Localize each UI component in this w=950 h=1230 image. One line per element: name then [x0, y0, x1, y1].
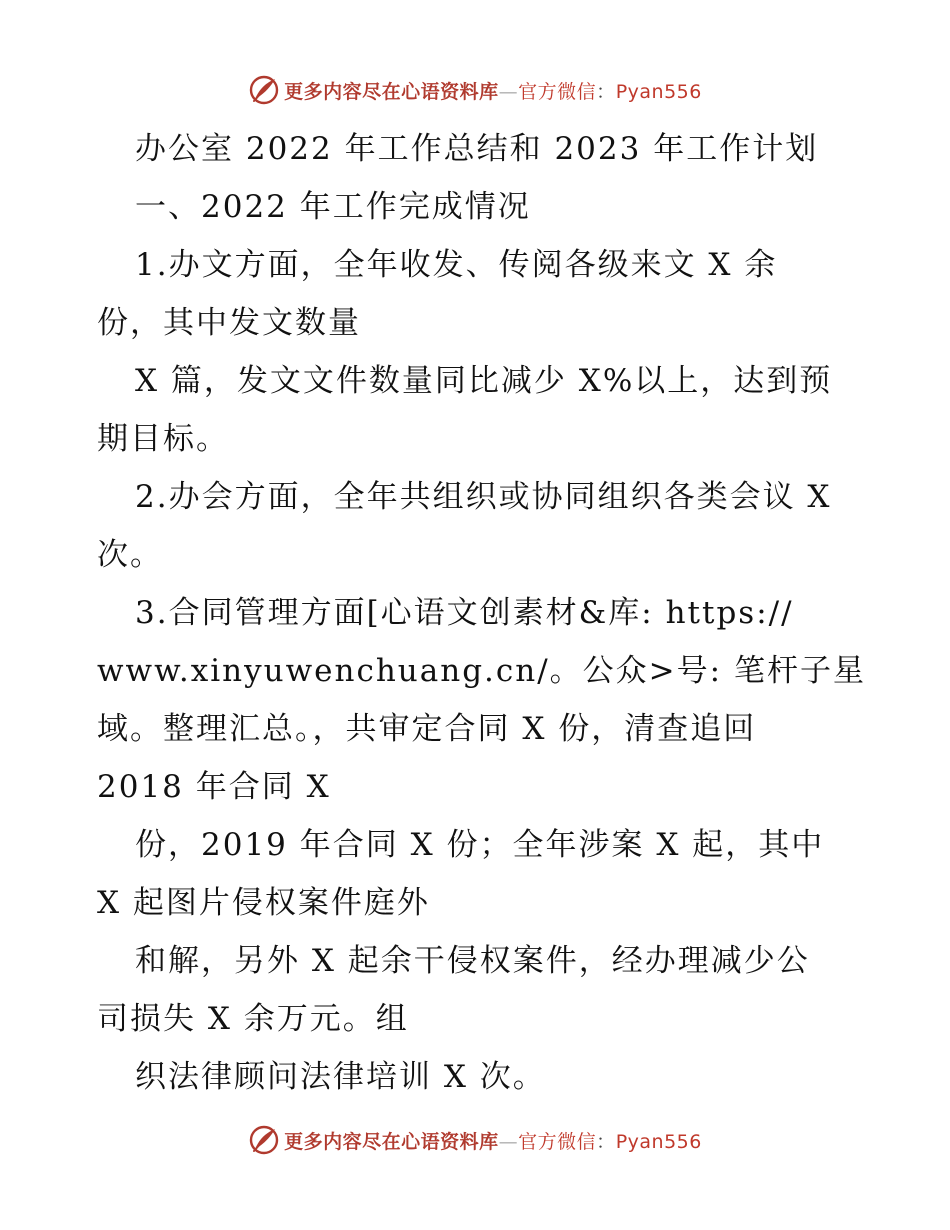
document-title: 办公室 2022 年工作总结和 2023 年工作计划: [135, 131, 819, 167]
paragraph-line: X 篇，发文文件数量同比减少 X%以上，达到预: [135, 363, 833, 399]
banner-dash: —: [498, 1130, 519, 1153]
paragraph-line: 份，其中发文数量: [97, 305, 361, 341]
feather-pen-logo-icon: [248, 1124, 280, 1156]
header-banner: [0, 70, 950, 110]
paragraph-line: 期目标。: [97, 421, 229, 457]
paragraph-line: 1.办文方面，全年收发、传阅各级来文 X 余: [135, 247, 778, 283]
section-heading: 一、2022 年工作完成情况: [135, 189, 531, 225]
paragraph-line: 和解，另外 X 起余干侵权案件，经办理减少公: [135, 943, 810, 979]
banner-colon: ：: [596, 80, 616, 103]
paragraph-line: 次。: [97, 537, 163, 573]
banner-wechat-handle: Pyan556: [615, 80, 702, 103]
banner-colon: ：: [596, 1130, 616, 1153]
paragraph-line: 2.办会方面，全年共组织或协同组织各类会议 X: [135, 479, 832, 515]
paragraph-line: www.xinyuwenchuang.cn/。公众>号: 笔杆子星: [97, 653, 866, 689]
paragraph-line: 份，2019 年合同 X 份；全年涉案 X 起，其中: [135, 827, 825, 863]
paragraph-line: 3.合同管理方面[心语文创素材&库: https://: [135, 595, 794, 631]
banner-dash: —: [498, 80, 519, 103]
paragraph-line: 司损失 X 余万元。组: [97, 1001, 409, 1037]
paragraph-line: 2018 年合同 X: [97, 769, 331, 805]
document-body: [97, 120, 867, 1106]
paragraph-line: 织法律顾问法律培训 X 次。: [135, 1059, 546, 1095]
banner-wechat-handle: Pyan556: [615, 1130, 702, 1153]
banner-wechat-label: 官方微信: [518, 1130, 597, 1153]
banner-lead-text: 更多内容尽在心语资料库: [284, 80, 499, 103]
feather-pen-logo-icon: [248, 74, 280, 106]
paragraph-line: X 起图片侵权案件庭外: [97, 885, 430, 921]
footer-banner: [0, 1120, 950, 1160]
banner-lead-text: 更多内容尽在心语资料库: [284, 1130, 499, 1153]
banner-wechat-label: 官方微信: [518, 80, 597, 103]
paragraph-line: 域。整理汇总。，共审定合同 X 份，清查追回: [97, 711, 757, 747]
